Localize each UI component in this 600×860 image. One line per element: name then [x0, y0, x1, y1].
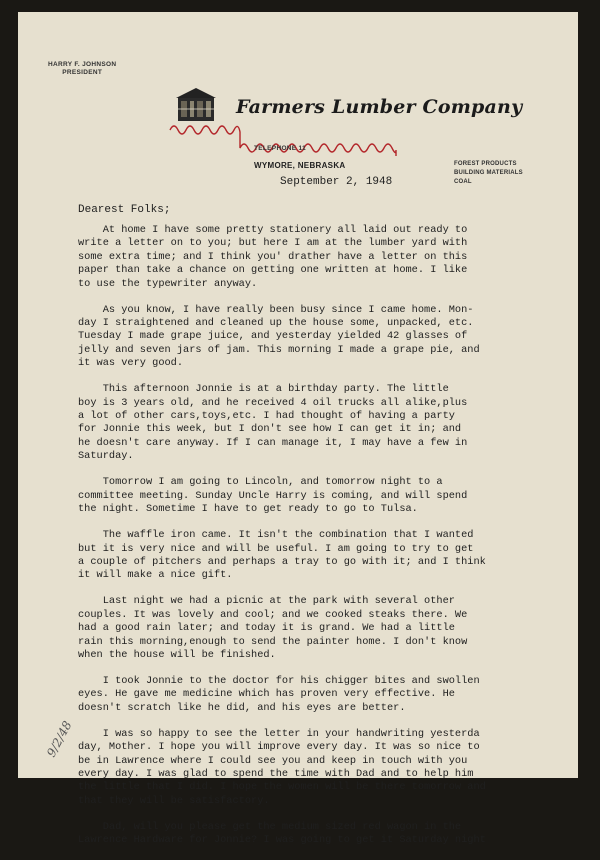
text-line: it will make a nice gift. — [78, 569, 233, 582]
text-line: I was so happy to see the letter in your handwriting yesterda — [78, 727, 480, 740]
text-line: At home I have some pretty stationery all laid out ready to — [78, 224, 468, 236]
letter-paragraph — [78, 224, 548, 291]
text-line: to use the typewriter anyway. — [78, 277, 258, 290]
president-title: PRESIDENT — [62, 69, 103, 76]
text-line: doesn't scratch like he did, and his eyes are better. — [78, 701, 406, 714]
text-line: but it is very nice and will be useful. I am going to try to get — [78, 542, 474, 555]
text-line: committee meeting. Sunday Uncle Harry is coming, and will spend — [78, 489, 468, 502]
text-line: day, Mother. I hope you will improve every day. It was so nice to — [78, 741, 480, 754]
company-city: WYMORE, NEBRASKA — [254, 161, 346, 170]
company-name: Farmers Lumber Company — [236, 96, 523, 118]
text-line: that they will be satisfactory. — [78, 794, 270, 807]
letter-page — [18, 12, 578, 847]
text-line: This afternoon Jonnie is at a birthday party. The little — [78, 383, 449, 396]
text-line: a couple of pitchers and perhaps a tray to go with it; and I think — [78, 555, 486, 568]
telephone-number: TELEPHONE 11 — [254, 145, 307, 152]
letter-paragraph — [78, 383, 548, 463]
text-line: I took Jonnie to the doctor for his chigger bites and swollen — [78, 674, 480, 687]
text-line: couples. It was lovely and cool; and we cooked steaks there. We — [78, 608, 468, 621]
product-item: FOREST PRODUCTS — [454, 161, 517, 167]
letter-paragraph — [78, 675, 548, 715]
text-line: when the house will be finished. — [78, 648, 276, 661]
text-line: some extra time; and I think you' drather have a letter on this — [78, 250, 468, 263]
text-line: Tuesday I made grape juice, and yesterday yielded 42 glasses of — [78, 330, 468, 343]
text-line: had a good rain later; and today it is grand. We had a little — [78, 622, 455, 635]
product-list — [454, 160, 523, 187]
product-item: BUILDING MATERIALS — [454, 170, 523, 176]
product-item: COAL — [454, 179, 472, 185]
text-line: As you know, I have really been busy since I came home. Mon- — [78, 303, 474, 316]
text-line: boy is 3 years old, and he received 4 oil trucks all alike,plus — [78, 396, 468, 409]
text-line: for Jonnie this week, but I don't see how I can get it in; and — [78, 423, 462, 436]
text-line: he doesn't care anyway. If I can manage it, I may have a few in — [78, 436, 468, 449]
letter-body — [78, 224, 548, 860]
handwritten-date-annotation: 9/2/48 — [44, 718, 75, 760]
text-line: the little that I did. I hope the women will be there tomorrow and — [78, 781, 486, 794]
letterhead-name-block — [48, 61, 116, 76]
letter-paragraph — [78, 476, 548, 516]
text-line: every day. I was glad to spend the time with Dad and to help him — [78, 767, 474, 780]
text-line: Last night we had a picnic at the park with several other — [78, 595, 455, 608]
text-line: write a letter on to you; but here I am at the lumber yard with — [78, 237, 468, 250]
text-line: be in Lawrence where I could see you and keep in touch with you — [78, 754, 468, 767]
text-line: day I straightened and cleaned up the house some, unpacked, etc. — [78, 317, 474, 330]
text-line: The waffle iron came. It isn't the combination that I wanted — [78, 529, 474, 542]
letter-paragraph — [78, 529, 548, 583]
lumber-shed-logo-icon — [176, 87, 216, 123]
text-line: paper than take a chance on getting one written at home. I like — [78, 264, 468, 277]
letter-paragraph — [78, 728, 548, 808]
text-line: the night. Sometime I have to get ready to go to Tulsa. — [78, 503, 418, 516]
text-line: rain this morning,enough to send the painter home. I don't know — [78, 635, 468, 648]
letter-date: September 2, 1948 — [280, 176, 393, 188]
text-line: a lot of other cars,toys,etc. I had thought of having a party — [78, 410, 455, 423]
text-line: jelly and seven jars of jam. This morning I made a grape pie, and — [78, 343, 480, 356]
text-line: it was very good. — [78, 357, 184, 370]
salutation: Dearest Folks; — [78, 204, 171, 216]
letter-paragraph — [78, 821, 548, 848]
text-line: eyes. He gave me medicine which has proven very effective. He — [78, 688, 455, 701]
letter-paragraph — [78, 595, 548, 662]
red-wave-ornament — [168, 120, 498, 160]
letter-paragraph — [78, 304, 548, 371]
text-line: Tomorrow I am going to Lincoln, and tomorrow night to a — [78, 476, 443, 489]
president-name: HARRY F. JOHNSON — [48, 61, 117, 68]
text-line: Saturday. — [78, 450, 134, 463]
text-line: Lawrence Hardware for Jonnie? I was going to get it Saturday night — [78, 834, 486, 847]
text-line: Dad, will you please get the medium sized red wagon in the — [78, 820, 462, 833]
